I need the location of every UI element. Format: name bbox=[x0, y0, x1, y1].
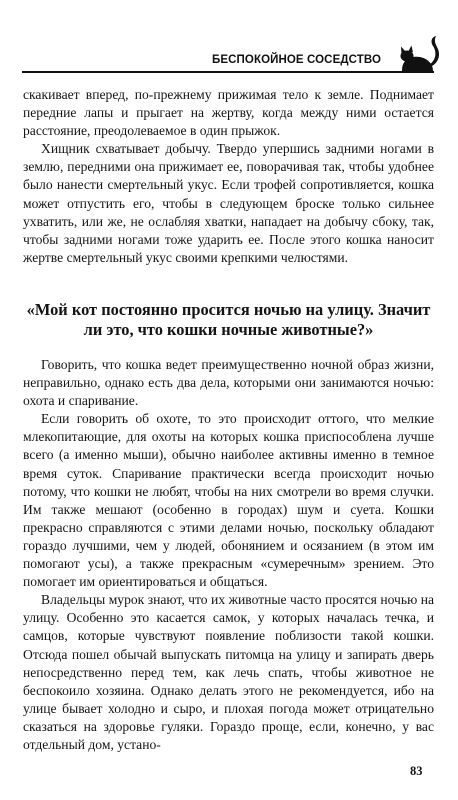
cat-silhouette-icon bbox=[396, 34, 442, 74]
text-block-main bbox=[23, 356, 434, 754]
paragraph: Говорить, что кошка ведет преимущественно ночной образ жизни, неправильно, однако есть два дела, которыми они занимаются ночью: охота и спаривание. bbox=[23, 357, 434, 409]
paragraph: Хищник схватывает добычу. Твердо упершись задними ногами в землю, передними она прижимает ее, поворачивая так, чтобы удобнее было нанести смертельный укус. Если трофей сопротивляется, кошка может отпустить его, чтобы в следующем броске только сильнее ухватить, или же, не ослабляя хватки, нападает на добычу сбоку, так, чтобы задними ногами тоже ударить ее. После этого кошка наносит жертве смертельный укус своими крепкими челюстями. bbox=[23, 141, 434, 265]
section-heading: «Мой кот постоянно просится ночью на улицу. Значит ли это, что кошки ночные животные?» bbox=[26, 300, 431, 339]
text-block-top bbox=[23, 86, 434, 267]
paragraph: Если говорить об охоте, то это происходит оттого, что мелкие млекопитающие, для охоты на которых кошка приспособлена лучше всего (а именно мыши), обычно наиболее активны именно в темное время суток. Спаривание практически всегда происходит ночью потому, что кошки не любят, чтобы на них смотрели во время случки. Им также мешают (особенно в городах) шум и суета. Кошки прекрасно справляются с этими делами ночью, поскольку обладают гораздо лучшими, чем у людей, обонянием и осязанием (в этом им помогают усы), а также прекрасным «сумеречным» зрением. Это помогает им ориентироваться и общаться. bbox=[23, 411, 434, 590]
header-rule bbox=[22, 71, 434, 73]
running-header-title: БЕСПОКОЙНОЕ СОСЕДСТВО bbox=[212, 54, 382, 66]
running-header bbox=[0, 34, 458, 74]
page-number: 83 bbox=[410, 764, 423, 778]
paragraph: Владельцы мурок знают, что их животные часто просятся ночью на улицу. Особенно это касается самок, у которых началась течка, и самцов, которые чувствуют появление поблизости такой кошки. Отсюда пошел обычай выпускать питомца на улицу и запирать дверь непосредственно перед тем, как лечь спать, чтобы животное не беспокоило хозяина. Однако делать этого не рекомендуется, ибо на улице бывает холодно и сыро, и плохая погода может отрицательно сказаться на здоровье гуляки. Гораздо проще, если, конечно, у вас отдельный дом, устано- bbox=[23, 592, 434, 752]
paragraph: скакивает вперед, по-прежнему прижимая тело к земле. Поднимает передние лапы и прыгает на жертву, когда между ними остается расстояние, преодолеваемое в один прыжок. bbox=[23, 87, 434, 139]
